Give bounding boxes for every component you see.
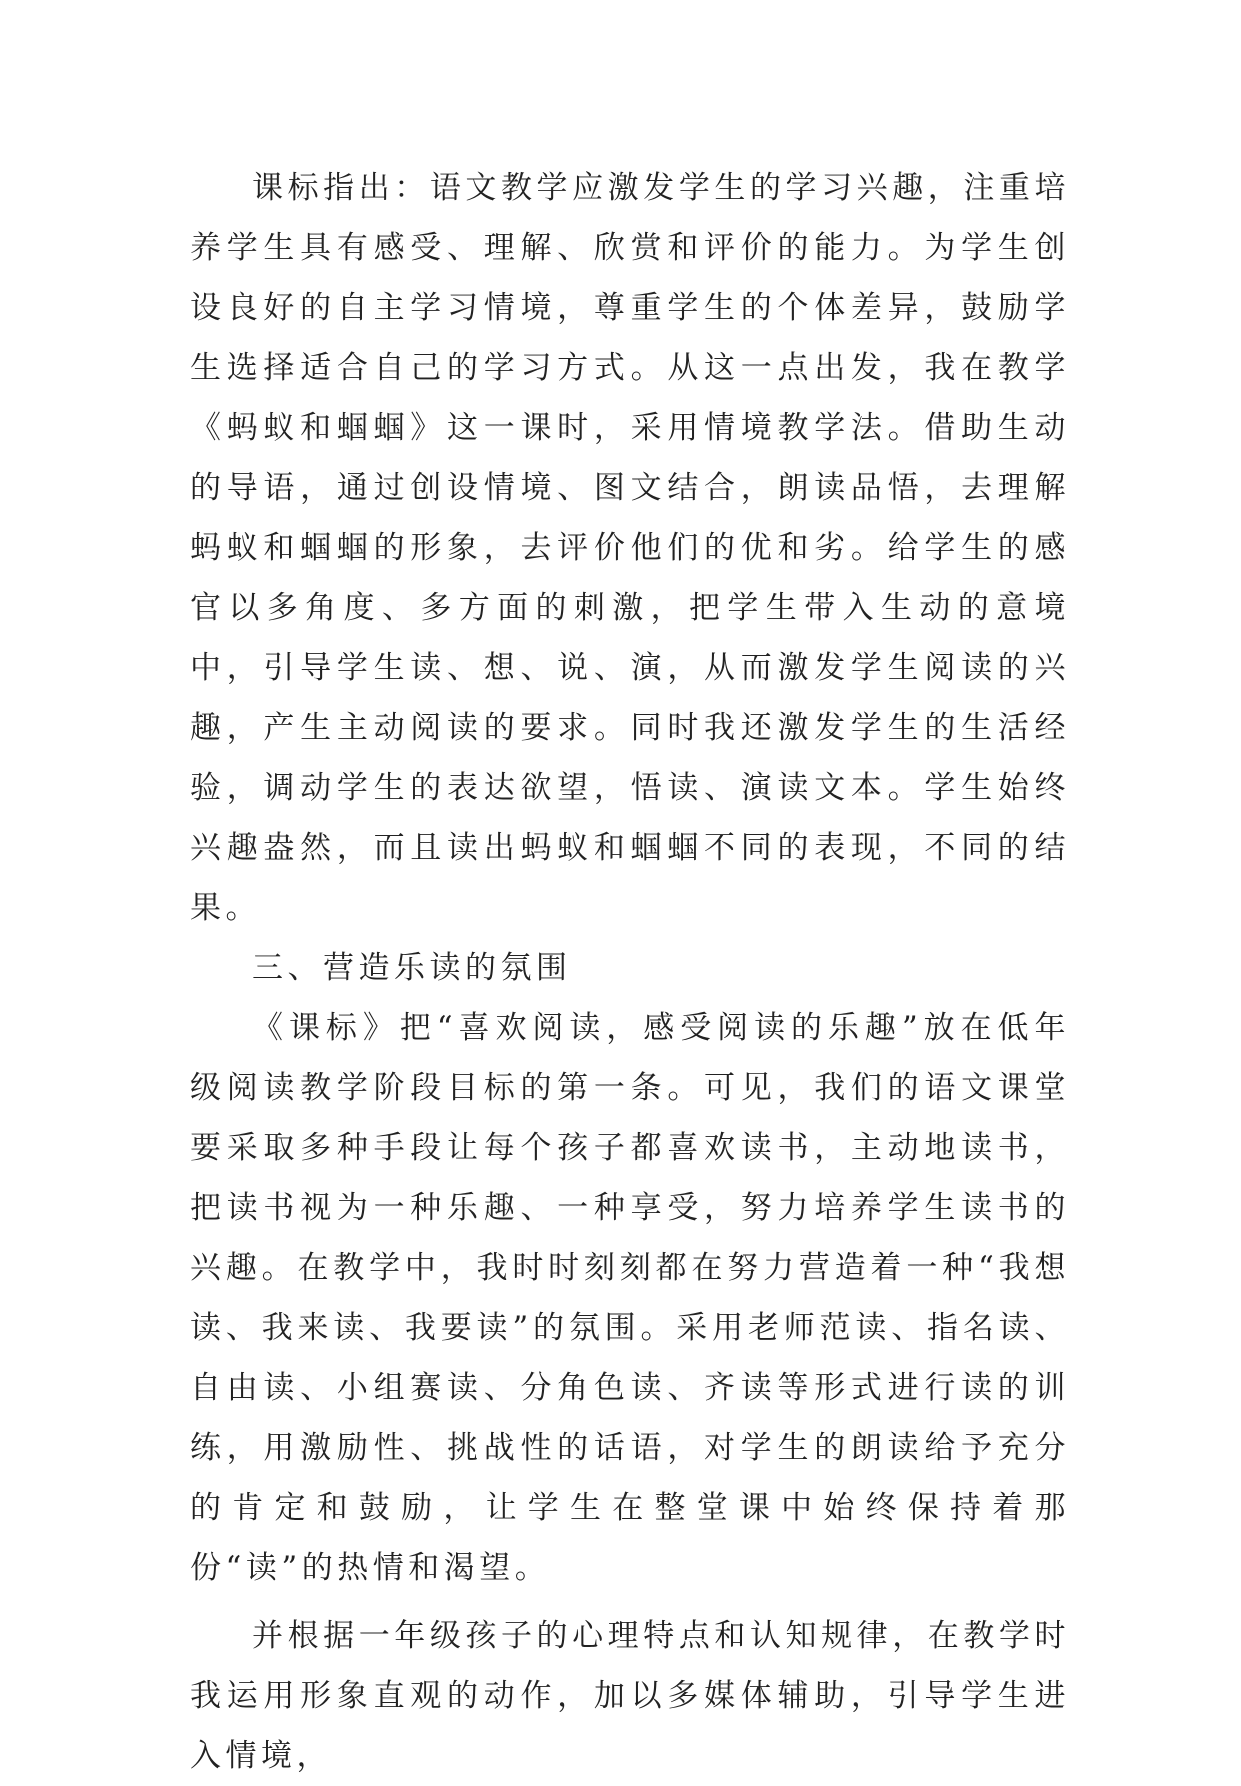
paragraph-curriculum-standard: 课标指出：语文教学应激发学生的学习兴趣，注重培养学生具有感受、理解、欣赏和评价的能力。为学生创设良好的自主学习情境，尊重学生的个体差异，鼓励学生选择适合自己的学习方式。从这一点出发，我在教学《蚂蚁和蝈蝈》这一课时，采用情境教学法。借助生动的导语，通过创设情境、图文结合，朗读品悟，去理解蚂蚁和蝈蝈的形象，去评价他们的优和劣。给学生的感官以多角度、多方面的刺激，把学生带入生动的意境中，引导学生读、想、说、演，从而激发学生阅读的兴趣，产生主动阅读的要求。同时我还激发学生的生活经验，调动学生的表达欲望，悟读、演读文本。学生始终兴趣盎然，而且读出蚂蚁和蝈蝈不同的表现，不同的结果。 xyxy=(190,170,1070,926)
paragraph-reading-atmosphere: 《课标》把“喜欢阅读，感受阅读的乐趣”放在低年级阅读教学阶段目标的第一条。可见，我们的语文课堂要采取多种手段让每个孩子都喜欢读书，主动地读书，把读书视为一种乐趣、一种享受，努力培养学生读书的兴趣。在教学中，我时时刻刻都在努力营造着一种“我想读、我来读、我要读”的氛围。采用老师范读、指名读、自由读、小组赛读、分角色读、齐读等形式进行读的训练，用激励性、挑战性的话语，对学生的朗读给予充分的肯定和鼓励，让学生在整堂课中始终保持着那份“读”的热情和渴望。 xyxy=(190,1010,1070,1586)
paragraph-first-grade: 并根据一年级孩子的心理特点和认知规律，在教学时我运用形象直观的动作，加以多媒体辅助，引导学生进入情境， xyxy=(190,1618,1070,1774)
section-heading-three: 三、营造乐读的氛围 xyxy=(252,950,572,986)
document-body xyxy=(190,158,1070,1786)
